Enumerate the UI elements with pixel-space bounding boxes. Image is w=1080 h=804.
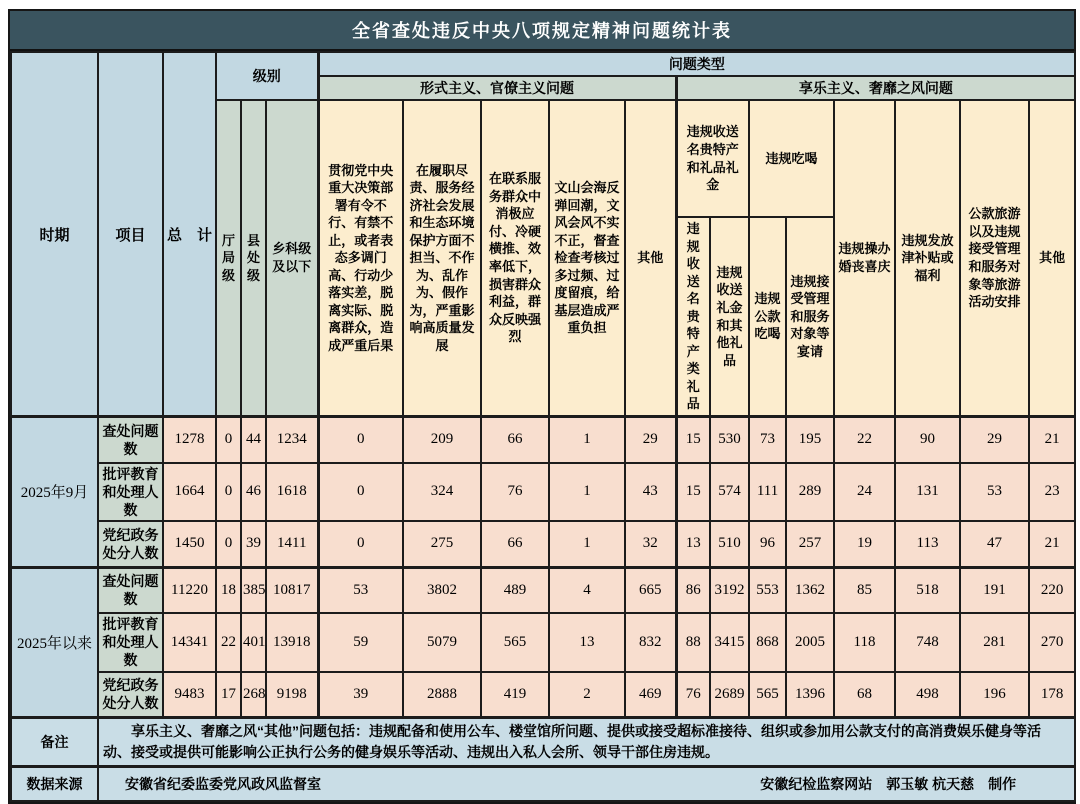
data-cell: 4: [549, 567, 625, 613]
data-cell: 22: [834, 417, 895, 463]
note-text: [98, 718, 1075, 767]
data-cell: 118: [834, 613, 895, 672]
header-level-xiang: 乡科级及以下: [266, 100, 318, 417]
data-cell: 76: [676, 672, 710, 718]
data-cell: 195: [786, 417, 834, 463]
data-cell: 15: [676, 463, 710, 522]
data-cell: 17: [216, 672, 241, 718]
data-cell: 86: [676, 567, 710, 613]
data-cell: 1234: [266, 417, 318, 463]
data-cell: 47: [960, 521, 1029, 567]
data-cell: 510: [710, 521, 749, 567]
data-cell: 1450: [163, 521, 216, 567]
header-total: 总 计: [163, 52, 216, 417]
header-x4: 违规接受管理和服务对象等宴请: [786, 217, 834, 417]
data-cell: 29: [625, 417, 676, 463]
source-left-text: 安徽省纪委监委党风政风监督室: [125, 775, 321, 792]
data-cell: 1278: [163, 417, 216, 463]
data-cell: 53: [318, 567, 403, 613]
data-cell: 13: [676, 521, 710, 567]
data-cell: 289: [786, 463, 834, 522]
data-cell: 2888: [403, 672, 481, 718]
data-cell: 76: [481, 463, 549, 522]
data-cell: 748: [895, 613, 960, 672]
data-cell: 15: [676, 417, 710, 463]
header-x1: 违规收送名贵特产类礼品: [676, 217, 710, 417]
data-cell: 13: [549, 613, 625, 672]
table-row: [11, 417, 1075, 463]
header-gift-group: 违规收送名贵特产和礼品礼金: [676, 100, 749, 217]
data-cell: 0: [318, 417, 403, 463]
data-cell: 0: [318, 521, 403, 567]
data-cell: 23: [1029, 463, 1075, 522]
row-label: 批评教育和处理人数: [98, 613, 163, 672]
data-cell: 113: [895, 521, 960, 567]
data-cell: 68: [834, 672, 895, 718]
data-cell: 24: [834, 463, 895, 522]
data-cell: 209: [403, 417, 481, 463]
data-cell: 3415: [710, 613, 749, 672]
source-content: [98, 767, 1075, 801]
table-row: [11, 567, 1075, 613]
data-cell: 73: [749, 417, 786, 463]
data-cell: 0: [216, 463, 241, 522]
data-cell: 32: [625, 521, 676, 567]
source-right-text: 安徽纪检监察网站 郭玉敏 杭天慈 制作: [760, 775, 1017, 792]
header-x6: 违规发放津补贴或福利: [895, 100, 960, 417]
header-level-ting: 厅局级: [216, 100, 241, 417]
data-cell: 565: [749, 672, 786, 718]
data-cell: 268: [241, 672, 266, 718]
data-cell: 574: [710, 463, 749, 522]
header-group-hedonism: 享乐主义、奢靡之风问题: [676, 76, 1075, 100]
data-cell: 1: [549, 417, 625, 463]
data-cell: 385: [241, 567, 266, 613]
data-cell: 9198: [266, 672, 318, 718]
data-cell: 59: [318, 613, 403, 672]
header-item: 项目: [98, 52, 163, 417]
data-cell: 0: [318, 463, 403, 522]
header-f4: 文山会海反弹回潮，文风会风不实不正，督查检查考核过多过频、过度留痕，给基层造成严重负担: [549, 100, 625, 417]
data-cell: 21: [1029, 521, 1075, 567]
table-row: [11, 521, 1075, 567]
header-x2: 违规收送礼金和其他礼品: [710, 217, 749, 417]
table-footer: [11, 718, 1075, 801]
source-label: 数据来源: [11, 767, 98, 801]
header-level: 级别: [216, 52, 318, 100]
data-cell: 1: [549, 521, 625, 567]
data-cell: 0: [216, 417, 241, 463]
data-cell: 275: [403, 521, 481, 567]
data-cell: 419: [481, 672, 549, 718]
data-cell: 1618: [266, 463, 318, 522]
data-cell: 39: [241, 521, 266, 567]
data-cell: 530: [710, 417, 749, 463]
data-cell: 1664: [163, 463, 216, 522]
data-cell: 832: [625, 613, 676, 672]
data-cell: 85: [834, 567, 895, 613]
note-row: [11, 718, 1075, 767]
data-cell: 3802: [403, 567, 481, 613]
data-cell: 565: [481, 613, 549, 672]
period-cell: 2025年9月: [11, 417, 98, 568]
note-label: 备注: [11, 718, 98, 767]
header-problem-type: 问题类型: [318, 52, 1075, 76]
header-group-formalism: 形式主义、官僚主义问题: [318, 76, 676, 100]
data-cell: 1396: [786, 672, 834, 718]
data-cell: 469: [625, 672, 676, 718]
data-cell: 11220: [163, 567, 216, 613]
data-cell: 39: [318, 672, 403, 718]
header-period: 时期: [11, 52, 98, 417]
period-cell: 2025年以来: [11, 567, 98, 718]
data-cell: 10817: [266, 567, 318, 613]
data-cell: 90: [895, 417, 960, 463]
data-cell: 66: [481, 417, 549, 463]
statistics-table-container: [8, 9, 1076, 804]
data-cell: 196: [960, 672, 1029, 718]
data-cell: 111: [749, 463, 786, 522]
data-cell: 324: [403, 463, 481, 522]
table-row: [11, 613, 1075, 672]
data-cell: 2689: [710, 672, 749, 718]
data-cell: 88: [676, 613, 710, 672]
data-cell: 401: [241, 613, 266, 672]
data-cell: 1411: [266, 521, 318, 567]
data-cell: 66: [481, 521, 549, 567]
data-cell: 9483: [163, 672, 216, 718]
header-x7: 公款旅游以及违规接受管理和服务对象等旅游活动安排: [960, 100, 1029, 417]
data-cell: 22: [216, 613, 241, 672]
table-body: [11, 417, 1075, 718]
data-cell: 44: [241, 417, 266, 463]
data-cell: 29: [960, 417, 1029, 463]
data-cell: 43: [625, 463, 676, 522]
data-cell: 131: [895, 463, 960, 522]
data-cell: 1: [549, 463, 625, 522]
data-cell: 5079: [403, 613, 481, 672]
header-x3: 违规公款吃喝: [749, 217, 786, 417]
header-f1: 贯彻党中央重大决策部署有令不行、有禁不止，或者表态多调门高、行动少落实差，脱离实际、脱离群众，造成严重后果: [318, 100, 403, 417]
statistics-table: [10, 51, 1076, 802]
data-cell: 2: [549, 672, 625, 718]
data-cell: 257: [786, 521, 834, 567]
data-cell: 220: [1029, 567, 1075, 613]
data-cell: 665: [625, 567, 676, 613]
header-eat-group: 违规吃喝: [749, 100, 834, 217]
data-cell: 14341: [163, 613, 216, 672]
data-cell: 18: [216, 567, 241, 613]
header-f3: 在联系服务群众中消极应付、冷硬横推、效率低下，损害群众利益，群众反映强烈: [481, 100, 549, 417]
data-cell: 868: [749, 613, 786, 672]
header-x-other: 其他: [1029, 100, 1075, 417]
row-label: 批评教育和处理人数: [98, 463, 163, 522]
data-cell: 2005: [786, 613, 834, 672]
data-cell: 270: [1029, 613, 1075, 672]
header-f2: 在履职尽责、服务经济社会发展和生态环境保护方面不担当、不作为、乱作为、假作为，严重影响高质量发展: [403, 100, 481, 417]
table-row: [11, 672, 1075, 718]
row-label: 查处问题数: [98, 417, 163, 463]
data-cell: 19: [834, 521, 895, 567]
data-cell: 489: [481, 567, 549, 613]
header-f-other: 其他: [625, 100, 676, 417]
data-cell: 553: [749, 567, 786, 613]
data-cell: 46: [241, 463, 266, 522]
note-text-content: 享乐主义、奢靡之风“其他”问题包括：违规配备和使用公车、楼堂馆所问题、提供或接受超标准接待、组织或参加用公款支付的高消费娱乐健身等活动、接受或提供可能影响公正执行公务的健身娱乐等活动、违规出入私人会所、领导干部住房违规。: [103, 723, 1041, 761]
data-cell: 13918: [266, 613, 318, 672]
table-title: 全省查处违反中央八项规定精神问题统计表: [10, 11, 1074, 51]
data-cell: 21: [1029, 417, 1075, 463]
header-level-xian: 县处级: [241, 100, 266, 417]
header-x5: 违规操办婚丧喜庆: [834, 100, 895, 417]
data-cell: 518: [895, 567, 960, 613]
row-label: 查处问题数: [98, 567, 163, 613]
data-cell: 281: [960, 613, 1029, 672]
data-cell: 3192: [710, 567, 749, 613]
table-row: [11, 463, 1075, 522]
data-cell: 0: [216, 521, 241, 567]
data-cell: 191: [960, 567, 1029, 613]
data-cell: 96: [749, 521, 786, 567]
row-label: 党纪政务处分人数: [98, 672, 163, 718]
row-label: 党纪政务处分人数: [98, 521, 163, 567]
source-row: [11, 767, 1075, 801]
data-cell: 178: [1029, 672, 1075, 718]
data-cell: 53: [960, 463, 1029, 522]
data-cell: 1362: [786, 567, 834, 613]
data-cell: 498: [895, 672, 960, 718]
